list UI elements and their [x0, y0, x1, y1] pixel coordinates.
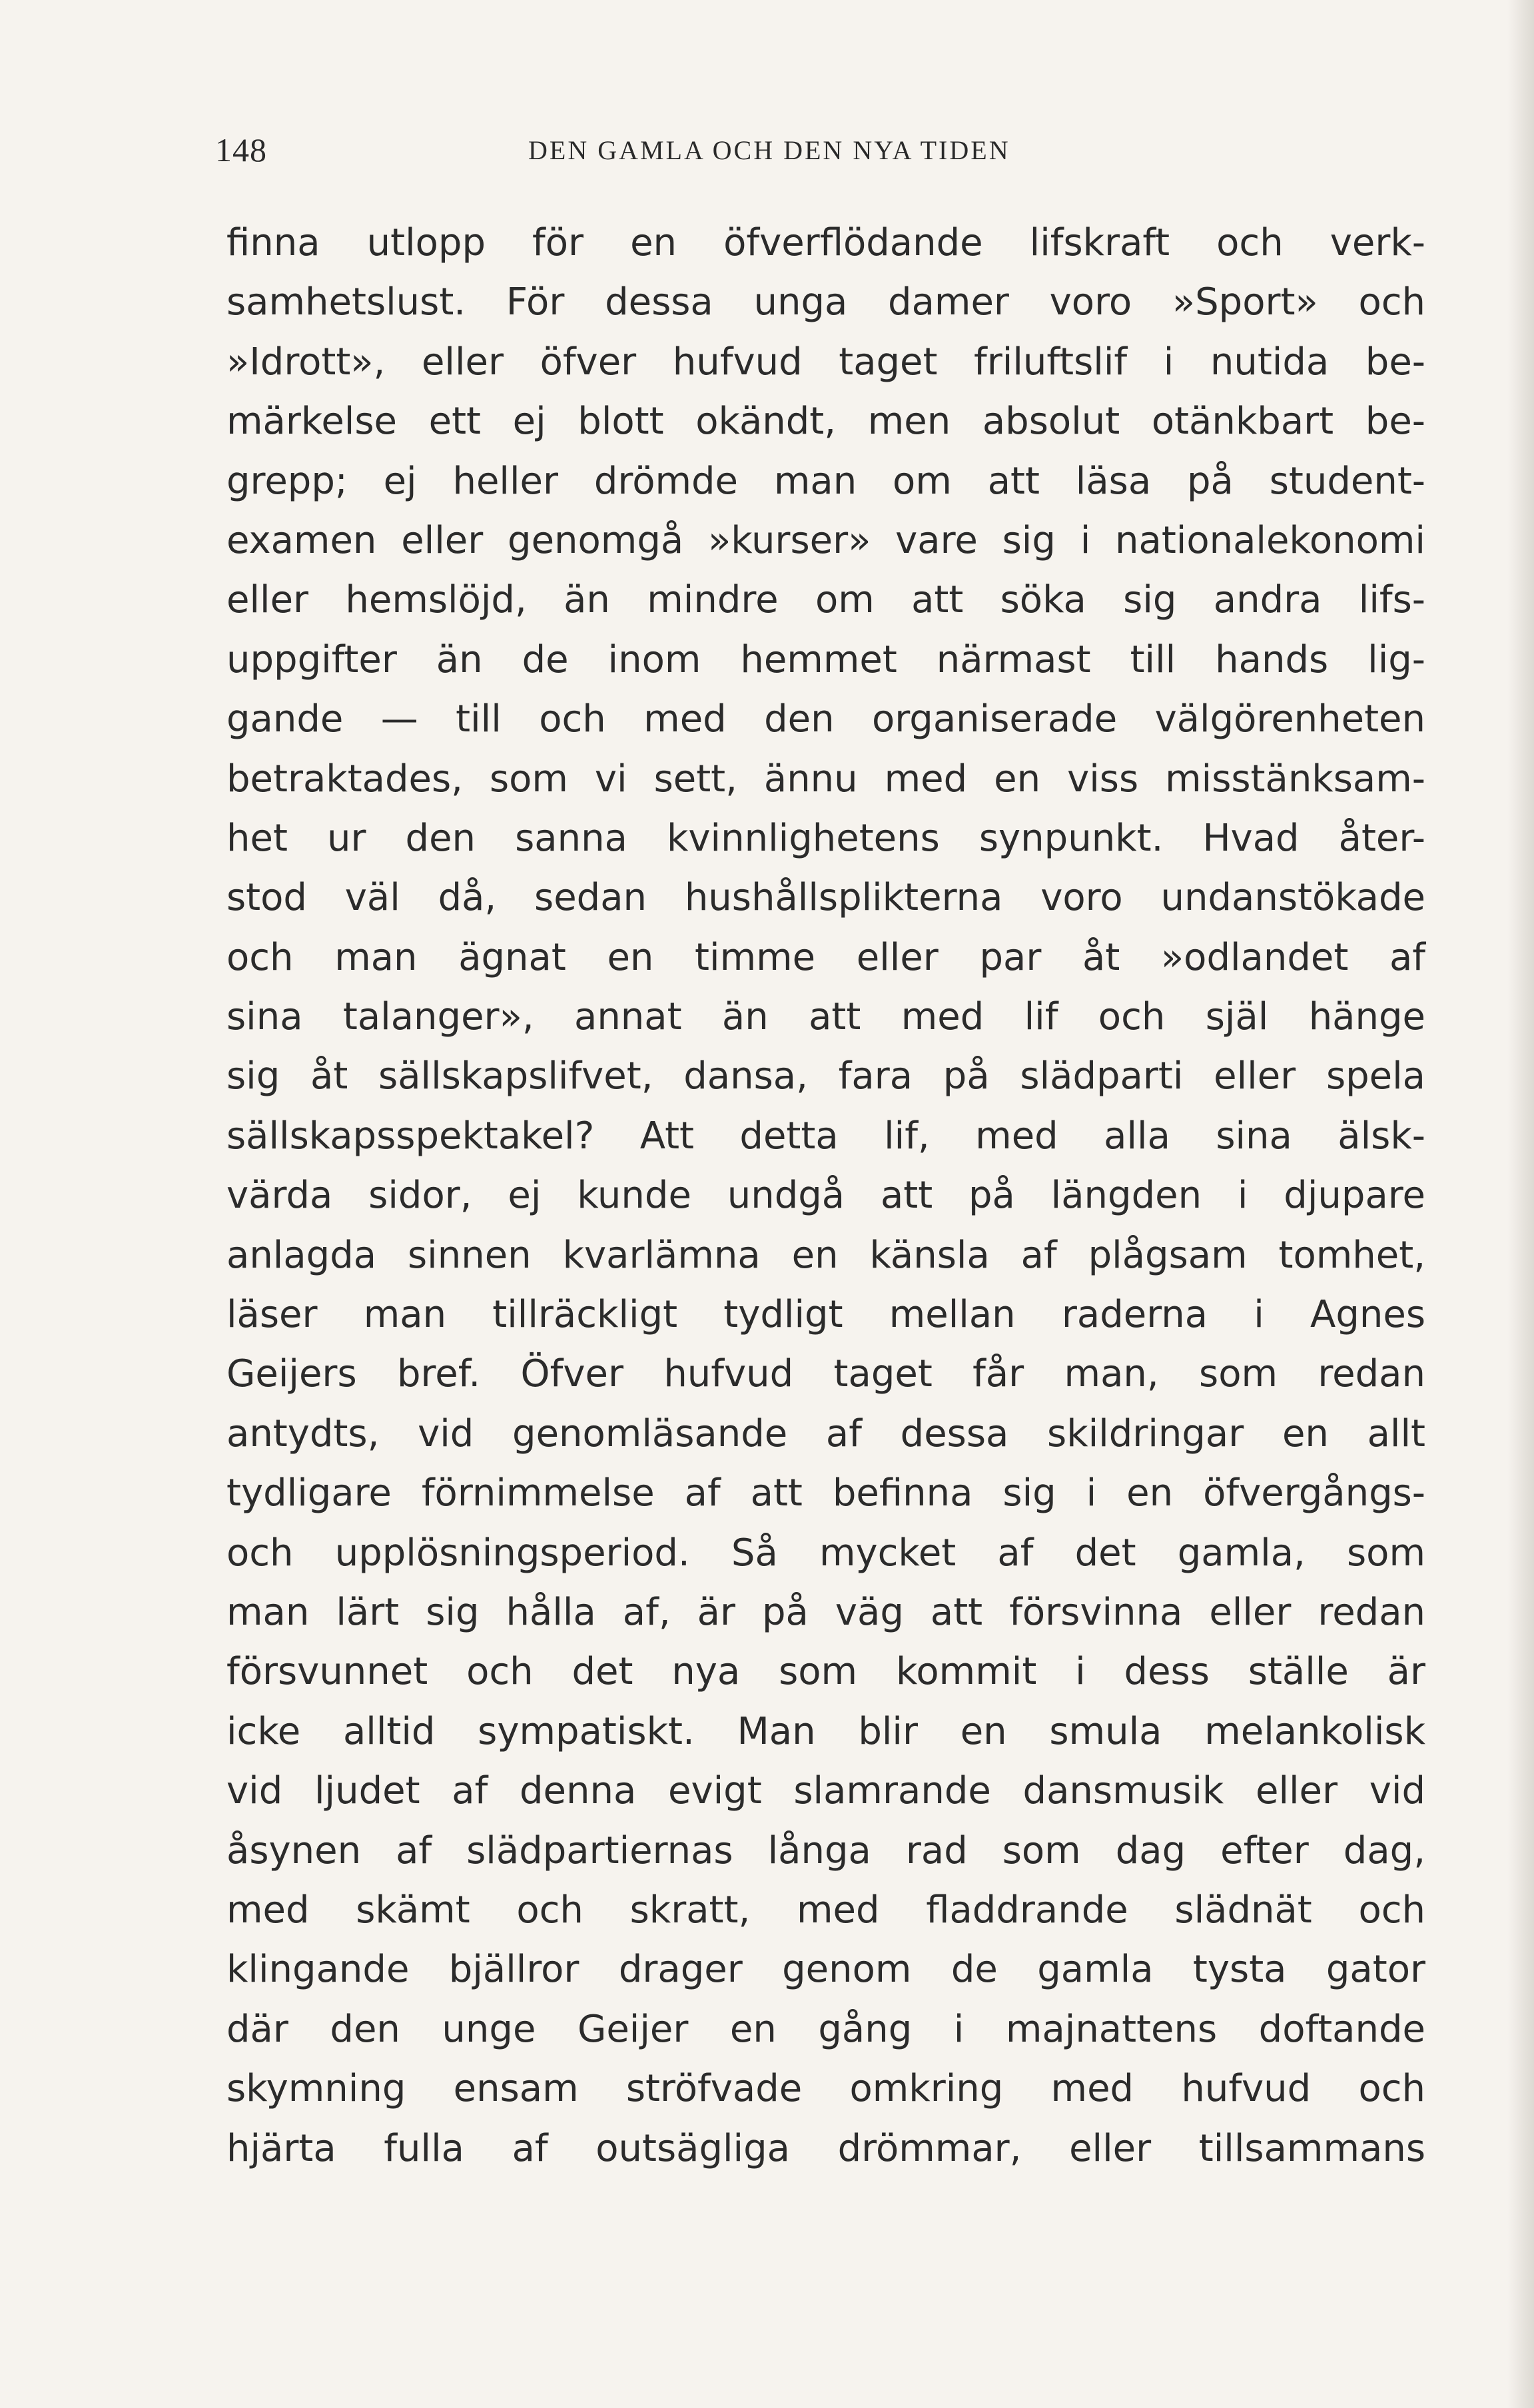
- body-text: [226, 213, 1425, 2178]
- text-line: värda sidor, ej kunde undgå att på längden i djupare: [226, 1174, 1425, 1218]
- text-line: och upplösningsperiod. Så mycket af det gamla, som: [226, 1531, 1425, 1575]
- text-line: eller hemslöjd, än mindre om att söka sig andra lifs-: [226, 578, 1425, 622]
- text-line: antydts, vid genomläsande af dessa skildringar en allt: [226, 1411, 1425, 1455]
- text-line: Geijers bref. Öfver hufvud taget får man, som redan: [226, 1352, 1425, 1396]
- text-line: skymning ensam ströfvade omkring med hufvud och: [226, 2067, 1425, 2111]
- text-line: läser man tillräckligt tydligt mellan raderna i Agnes: [226, 1293, 1425, 1337]
- text-line: samhetslust. För dessa unga damer voro »Sport» och: [226, 280, 1425, 324]
- text-line: sina talanger», annat än att med lif och själ hänge: [226, 995, 1425, 1039]
- text-line: och man ägnat en timme eller par åt »odlandet af: [226, 935, 1425, 979]
- text-line: stod väl då, sedan hushållsplikterna voro undanstökade: [226, 876, 1425, 920]
- text-line: åsynen af slädpartiernas långa rad som dag efter dag,: [226, 1828, 1425, 1872]
- text-line: där den unge Geijer en gång i majnattens doftande: [226, 2007, 1425, 2051]
- text-line: klingande bjällror drager genom de gamla tysta gator: [226, 1948, 1425, 1992]
- text-line: uppgifter än de inom hemmet närmast till hands lig-: [226, 637, 1425, 681]
- text-line: anlagda sinnen kvarlämna en känsla af plågsam tomhet,: [226, 1233, 1425, 1277]
- running-title: DEN GAMLA OCH DEN NYA TIDEN: [528, 135, 1010, 165]
- text-line: man lärt sig hålla af, är på väg att försvinna eller redan: [226, 1590, 1425, 1634]
- text-line: icke alltid sympatiskt. Man blir en smula melankolisk: [226, 1709, 1425, 1753]
- text-line: sällskapsspektakel? Att detta lif, med alla sina älsk-: [226, 1114, 1425, 1158]
- text-line: grepp; ej heller drömde man om att läsa på student-: [226, 459, 1425, 503]
- text-line: gande — till och med den organiserade välgörenheten: [226, 697, 1425, 741]
- page-number: 148: [215, 131, 267, 169]
- text-line: hjärta fulla af outsägliga drömmar, eller tillsammans: [226, 2126, 1425, 2170]
- text-line: examen eller genomgå »kurser» vare sig i nationalekonomi: [226, 518, 1425, 562]
- text-line: med skämt och skratt, med fladdrande slädnät och: [226, 1888, 1425, 1932]
- page-edge-shadow: [1507, 0, 1534, 2408]
- text-line: betraktades, som vi sett, ännu med en viss misstänksam-: [226, 757, 1425, 801]
- text-line: märkelse ett ej blott okändt, men absolut otänkbart be-: [226, 400, 1425, 444]
- text-line: tydligare förnimmelse af att befinna sig i en öfvergångs-: [226, 1471, 1425, 1515]
- text-line: försvunnet och det nya som kommit i dess ställe är: [226, 1650, 1425, 1694]
- text-line: het ur den sanna kvinnlighetens synpunkt. Hvad åter-: [226, 816, 1425, 860]
- text-line: vid ljudet af denna evigt slamrande dansmusik eller vid: [226, 1769, 1425, 1813]
- text-line: finna utlopp för en öfverflödande lifskraft och verk-: [226, 221, 1425, 264]
- page-header: [215, 131, 1427, 177]
- text-line: sig åt sällskapslifvet, dansa, fara på slädparti eller spela: [226, 1054, 1425, 1098]
- text-line: »Idrott», eller öfver hufvud taget friluftslif i nutida be-: [226, 340, 1425, 384]
